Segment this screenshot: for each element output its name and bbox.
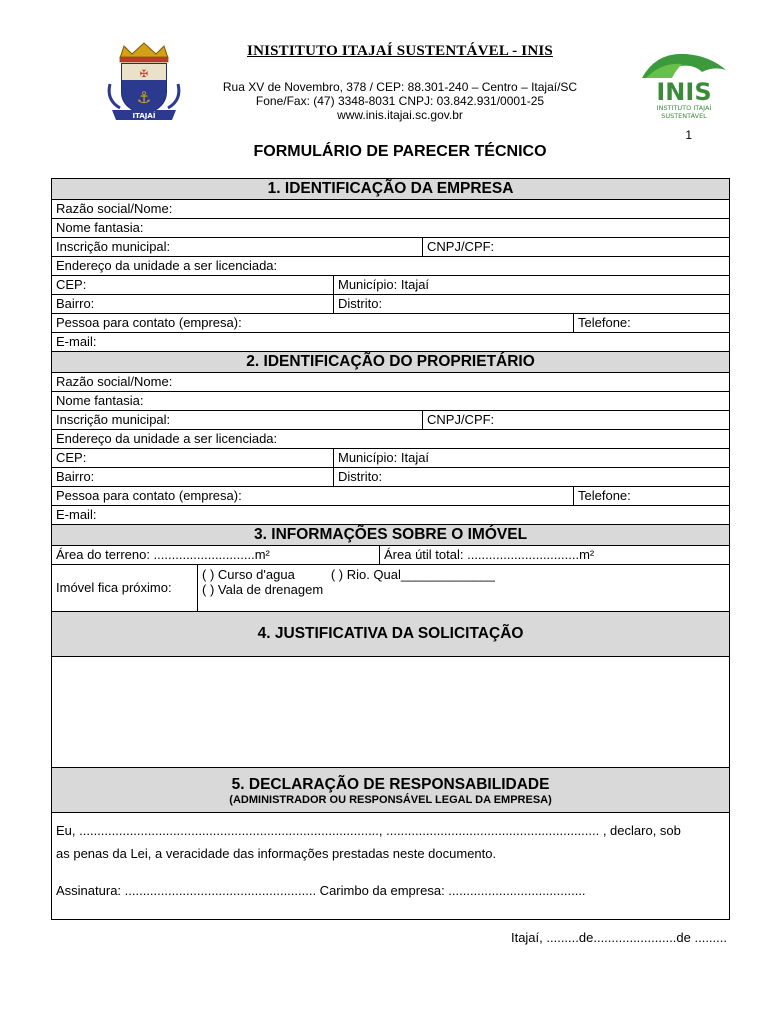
institute-name: INISTITUTO ITAJAÍ SUSTENTÁVEL - INIS	[247, 43, 553, 59]
option-drainage-checkbox[interactable]: ( ) Vala de drenagem	[202, 582, 324, 597]
owner-trade-name-field[interactable]: Nome fantasia:	[52, 392, 730, 411]
company-municipality-field[interactable]: Município: Itajaí	[334, 276, 730, 295]
section-title-property: 3. INFORMAÇÕES SOBRE O IMÓVEL	[52, 525, 730, 546]
contact-line: Fone/Fax: (47) 3348-8031 CNPJ: 03.842.931/0001-25	[255, 94, 545, 108]
useful-area-field[interactable]: Área útil total: ...............................m²	[380, 546, 730, 565]
declaration-text: as penas da Lei, a veracidade das informações prestadas neste documento.	[56, 846, 497, 861]
svg-text:INIS: INIS	[656, 78, 712, 106]
company-district-field[interactable]: Distrito:	[334, 295, 730, 314]
option-watercourse-checkbox[interactable]: ( ) Curso d'agua	[202, 567, 295, 582]
owner-district-field[interactable]: Distrito:	[334, 468, 730, 487]
company-municipal-registration-field[interactable]: Inscrição municipal:	[52, 238, 423, 257]
company-contact-field[interactable]: Pessoa para contato (empresa):	[52, 314, 574, 333]
property-near-options	[198, 565, 730, 612]
company-cep-field[interactable]: CEP:	[52, 276, 334, 295]
technical-opinion-form	[51, 178, 730, 920]
option-river-checkbox[interactable]: ( ) Rio. Qual_____________	[330, 567, 495, 582]
company-phone-field[interactable]: Telefone:	[574, 314, 730, 333]
owner-email-field[interactable]: E-mail:	[52, 506, 730, 525]
owner-contact-field[interactable]: Pessoa para contato (empresa):	[52, 487, 574, 506]
section-title-owner: 2. IDENTIFICAÇÃO DO PROPRIETÁRIO	[52, 352, 730, 373]
owner-cep-field[interactable]: CEP:	[52, 449, 334, 468]
company-email-field[interactable]: E-mail:	[52, 333, 730, 352]
company-name-field[interactable]: Razão social/Nome:	[52, 200, 730, 219]
company-address-field[interactable]: Endereço da unidade a ser licenciada:	[52, 257, 730, 276]
svg-text:⚓: ⚓	[136, 88, 152, 107]
owner-name-field[interactable]: Razão social/Nome:	[52, 373, 730, 392]
company-cnpj-field[interactable]: CNPJ/CPF:	[423, 238, 730, 257]
owner-municipal-registration-field[interactable]: Inscrição municipal:	[52, 411, 423, 430]
section-title-justification: 4. JUSTIFICATIVA DA SOLICITAÇÃO	[52, 612, 730, 657]
inis-logo	[636, 48, 732, 122]
owner-neighborhood-field[interactable]: Bairro:	[52, 468, 334, 487]
svg-text:SUSTENTÁVEL: SUSTENTÁVEL	[661, 112, 707, 120]
company-trade-name-field[interactable]: Nome fantasia:	[52, 219, 730, 238]
declaration-body	[52, 813, 730, 920]
owner-address-field[interactable]: Endereço da unidade a ser licenciada:	[52, 430, 730, 449]
land-area-field[interactable]: Área do terreno: ............................m²	[52, 546, 380, 565]
declaration-subtitle: (ADMINISTRADOR OU RESPONSÁVEL LEGAL DA EMPRESA)	[229, 794, 552, 806]
property-near-label: Imóvel fica próximo:	[52, 565, 198, 612]
website-line: www.inis.itajai.sc.gov.br	[337, 108, 463, 122]
date-line[interactable]: Itajaí, .........de.......................de .........	[510, 930, 727, 945]
signature-line[interactable]: Assinatura: ..................................................... Carimbo da empresa: ......................................	[56, 883, 586, 898]
justification-textarea[interactable]	[52, 657, 730, 768]
address-line: Rua XV de Novembro, 378 / CEP: 88.301-240 – Centro – Itajaí/SC	[222, 80, 578, 94]
form-title: FORMULÁRIO DE PARECER TÉCNICO	[253, 143, 547, 160]
svg-text:✠: ✠	[139, 69, 149, 80]
declaration-name-line[interactable]: Eu, ..................................................................................., ........................................................... , declaro, sob	[56, 823, 681, 838]
owner-phone-field[interactable]: Telefone:	[574, 487, 730, 506]
section-title-company: 1. IDENTIFICAÇÃO DA EMPRESA	[52, 179, 730, 200]
svg-text:ITAJAÍ: ITAJAÍ	[132, 112, 156, 120]
section-title-declaration	[52, 768, 730, 813]
company-neighborhood-field[interactable]: Bairro:	[52, 295, 334, 314]
svg-text:INSTITUTO ITAJAÍ: INSTITUTO ITAJAÍ	[656, 104, 712, 112]
owner-cnpj-field[interactable]: CNPJ/CPF:	[423, 411, 730, 430]
owner-municipality-field[interactable]: Município: Itajaí	[334, 449, 730, 468]
declaration-title: 5. DECLARAÇÃO DE RESPONSABILIDADE	[231, 776, 550, 793]
page-number: 1	[685, 128, 692, 142]
